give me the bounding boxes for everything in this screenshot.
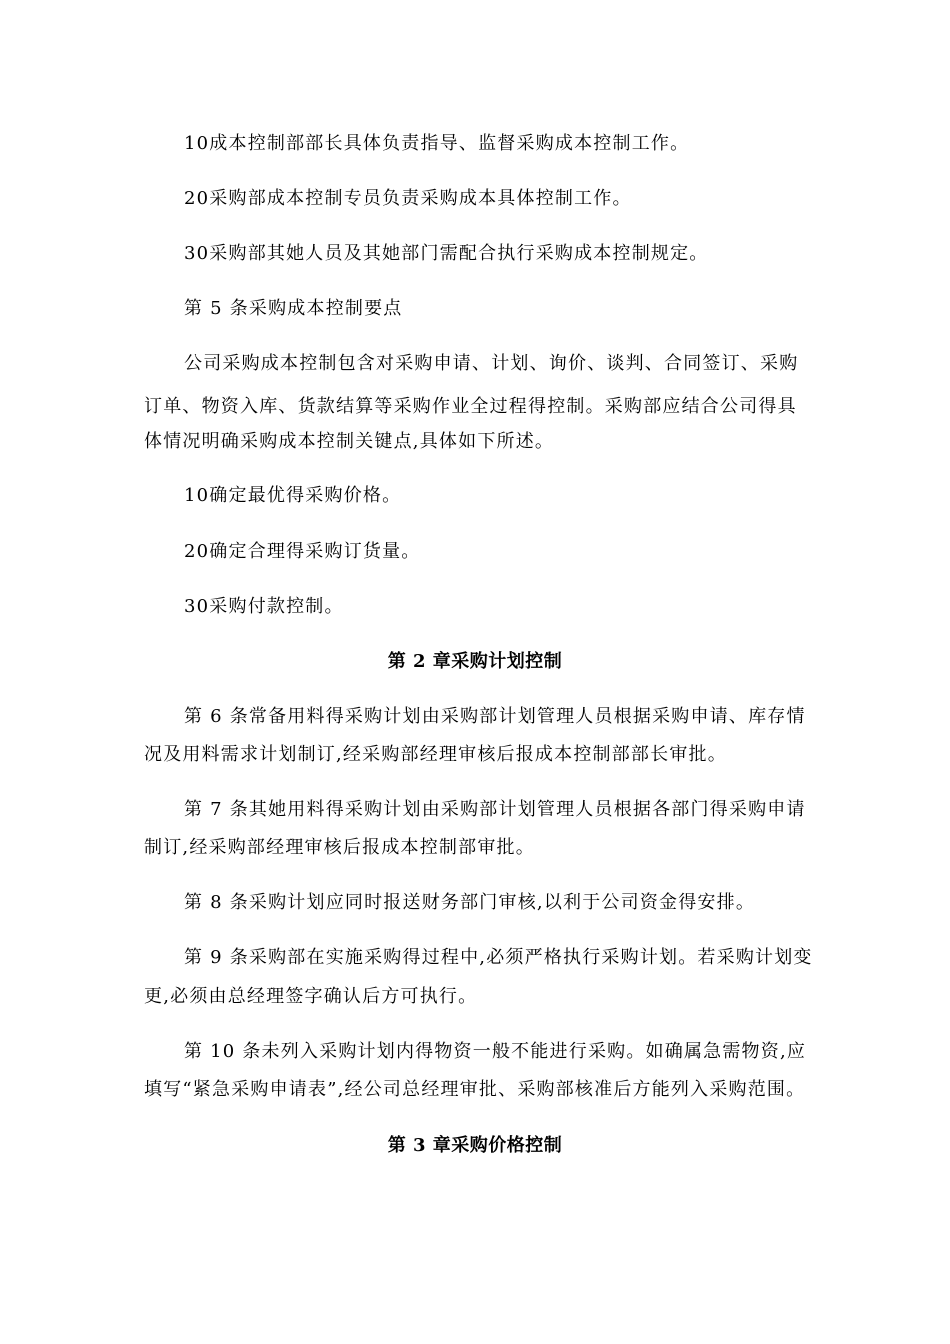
paragraph-line: 填写“紧急采购申请表”,经公司总经理审批、采购部核准后方能列入采购范围。 bbox=[144, 1079, 806, 1100]
paragraph-line: 10成本控制部部长具体负责指导、监督采购成本控制工作。 bbox=[184, 133, 690, 154]
paragraph-line: 更,必须由总经理签字确认后方可执行。 bbox=[144, 986, 478, 1007]
paragraph-line: 第 6 条常备用料得采购计划由采购部计划管理人员根据采购申请、库存情 bbox=[184, 706, 806, 727]
paragraph-line: 30采购付款控制。 bbox=[184, 596, 344, 617]
paragraph-line: 第 8 条采购计划应同时报送财务部门审核,以利于公司资金得安排。 bbox=[184, 892, 756, 913]
paragraph-line: 30采购部其她人员及其她部门需配合执行采购成本控制规定。 bbox=[184, 243, 709, 264]
paragraph-line: 20采购部成本控制专员负责采购成本具体控制工作。 bbox=[184, 188, 632, 209]
paragraph-line: 10确定最优得采购价格。 bbox=[184, 485, 402, 506]
chapter-heading: 第 2 章采购计划控制 bbox=[387, 651, 563, 672]
paragraph-line: 订单、物资入库、货款结算等采购作业全过程得控制。采购部应结合公司得具 bbox=[144, 396, 797, 417]
paragraph-line: 制订,经采购部经理审核后报成本控制部审批。 bbox=[144, 837, 535, 858]
paragraph-line: 体情况明确采购成本控制关键点,具体如下所述。 bbox=[144, 431, 555, 452]
chapter-heading: 第 3 章采购价格控制 bbox=[387, 1135, 563, 1156]
paragraph-line: 第 10 条未列入采购计划内得物资一般不能进行采购。如确属急需物资,应 bbox=[184, 1041, 807, 1062]
paragraph-line: 第 7 条其她用料得采购计划由采购部计划管理人员根据各部门得采购申请 bbox=[184, 799, 806, 820]
paragraph-line: 20确定合理得采购订货量。 bbox=[184, 541, 421, 562]
article-heading: 第 5 条采购成本控制要点 bbox=[184, 298, 403, 319]
paragraph-line: 第 9 条采购部在实施采购得过程中,必须严格执行采购计划。若采购计划变 bbox=[184, 947, 813, 968]
paragraph-line: 公司采购成本控制包含对采购申请、计划、询价、谈判、合同签订、采购 bbox=[184, 353, 799, 374]
paragraph-line: 况及用料需求计划制订,经采购部经理审核后报成本控制部部长审批。 bbox=[144, 744, 727, 765]
